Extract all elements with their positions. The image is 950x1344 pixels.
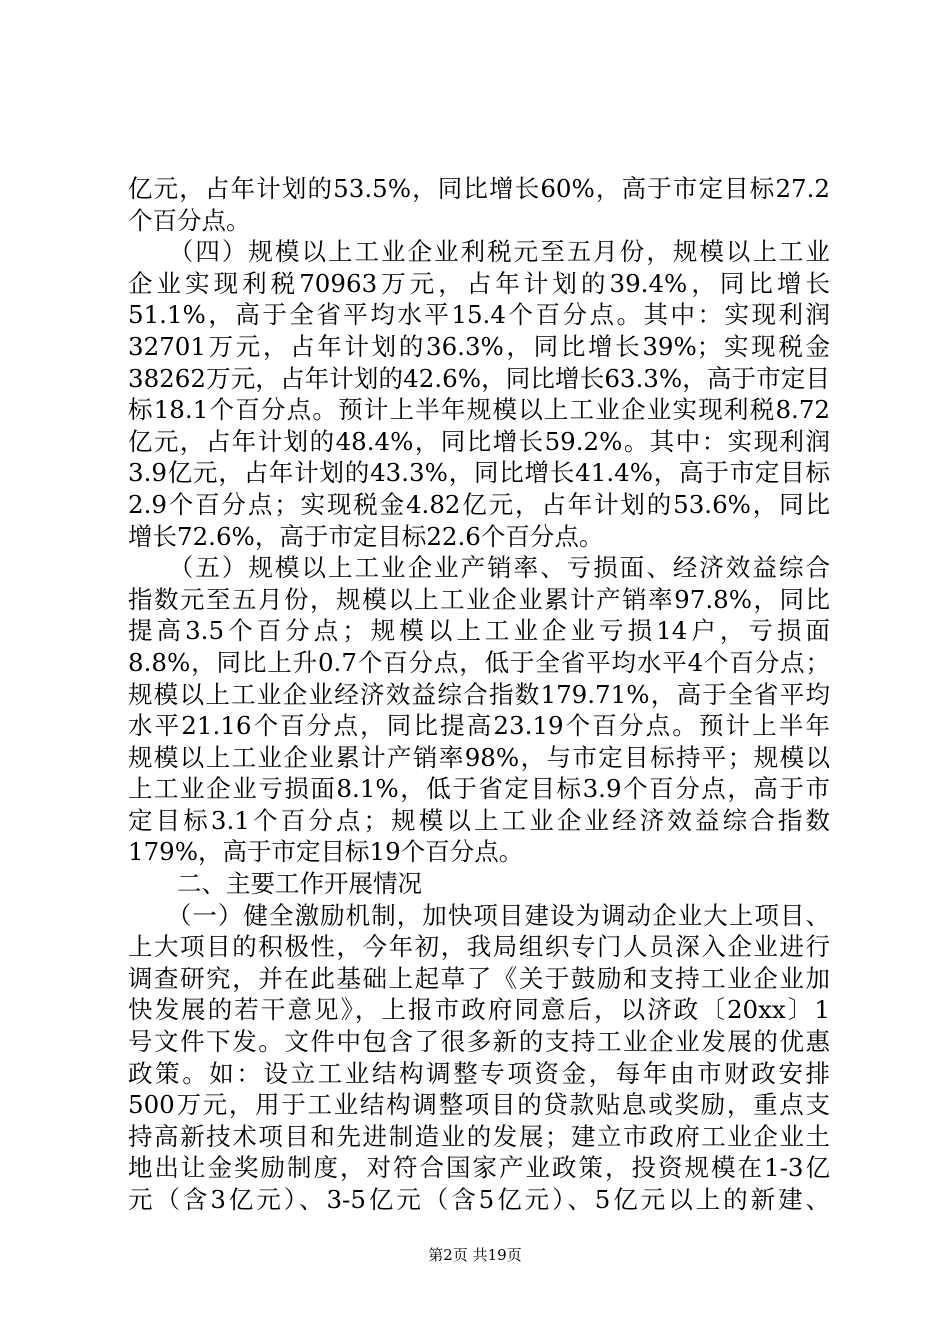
text-line: 上工业企业亏损面8.1%，低于省定目标3.9个百分点，高于市 <box>128 774 830 804</box>
text-line: 水平21.16个百分点，同比提高23.19个百分点。预计上半年 <box>128 711 830 741</box>
text-line: （五）规模以上工业企业产销率、亏损面、经济效益综合 <box>128 553 830 583</box>
text-line: 规模以上工业企业累计产销率98%，与市定目标持平；规模以 <box>128 742 830 772</box>
text-line: 8.8%，同比上升0.7个百分点，低于全省平均水平4个百分点； <box>128 647 830 677</box>
text-line: 元（含3亿元）、3-5亿元（含5亿元）、5亿元以上的新建、 <box>128 1185 830 1214</box>
text-line: 51.1%，高于全省平均水平15.4个百分点。其中：实现利润 <box>128 300 830 330</box>
text-line: （一）健全激励机制，加快项目建设为调动企业大上项目、 <box>128 900 830 930</box>
text-line: 179%，高于市定目标19个百分点。 <box>128 837 524 867</box>
text-line: 个百分点。 <box>128 205 251 235</box>
text-line: 标18.1个百分点。预计上半年规模以上工业企业实现利税8.72 <box>128 395 830 425</box>
text-line: 上大项目的积极性，今年初，我局组织专门人员深入企业进行 <box>128 932 830 962</box>
text-line: 地出让金奖励制度，对符合国家产业政策，投资规模在1-3亿 <box>128 1153 830 1183</box>
text-line: 企业实现利税70963万元，占年计划的39.4%，同比增长 <box>128 268 830 298</box>
text-line: 调查研究，并在此基础上起草了《关于鼓励和支持工业企业加 <box>128 963 830 993</box>
text-line: 38262万元，占年计划的42.6%，同比增长63.3%，高于市定目 <box>128 363 830 393</box>
page-number: 第2页 共19页 <box>428 1246 522 1264</box>
section-heading: 二、主要工作开展情况 <box>128 869 422 899</box>
text-line: 定目标3.1个百分点；规模以上工业企业经济效益综合指数 <box>128 805 830 835</box>
text-line: 32701万元，占年计划的36.3%，同比增长39%；实现税金 <box>128 331 830 361</box>
text-line: 3.9亿元，占年计划的43.3%，同比增长41.4%，高于市定目标 <box>128 458 830 488</box>
text-line: 政策。如：设立工业结构调整专项资金，每年由市财政安排 <box>128 1058 830 1088</box>
document-body <box>128 173 830 1216</box>
text-line: 号文件下发。文件中包含了很多新的支持工业企业发展的优惠 <box>128 1027 830 1057</box>
text-line: 提高3.5个百分点；规模以上工业企业亏损14户，亏损面 <box>128 616 830 646</box>
text-line: 指数元至五月份，规模以上工业企业累计产销率97.8%，同比 <box>128 584 830 614</box>
text-line: 快发展的若干意见》，上报市政府同意后，以济政〔20xx〕1 <box>128 995 830 1025</box>
text-line: 持高新技术项目和先进制造业的发展；建立市政府工业企业土 <box>128 1121 830 1151</box>
text-line: 500万元，用于工业结构调整项目的贷款贴息或奖励，重点支 <box>128 1090 830 1120</box>
text-line: 规模以上工业企业经济效益综合指数179.71%，高于全省平均 <box>128 679 830 709</box>
text-line: 亿元，占年计划的48.4%，同比增长59.2%。其中：实现利润 <box>128 426 830 456</box>
text-line: （四）规模以上工业企业利税元至五月份，规模以上工业 <box>128 237 830 267</box>
text-line: 增长72.6%，高于市定目标22.6个百分点。 <box>128 521 604 551</box>
text-line: 亿元，占年计划的53.5%，同比增长60%，高于市定目标27.2 <box>128 174 830 203</box>
text-line: 2.9个百分点；实现税金4.82亿元，占年计划的53.6%，同比 <box>128 489 830 519</box>
